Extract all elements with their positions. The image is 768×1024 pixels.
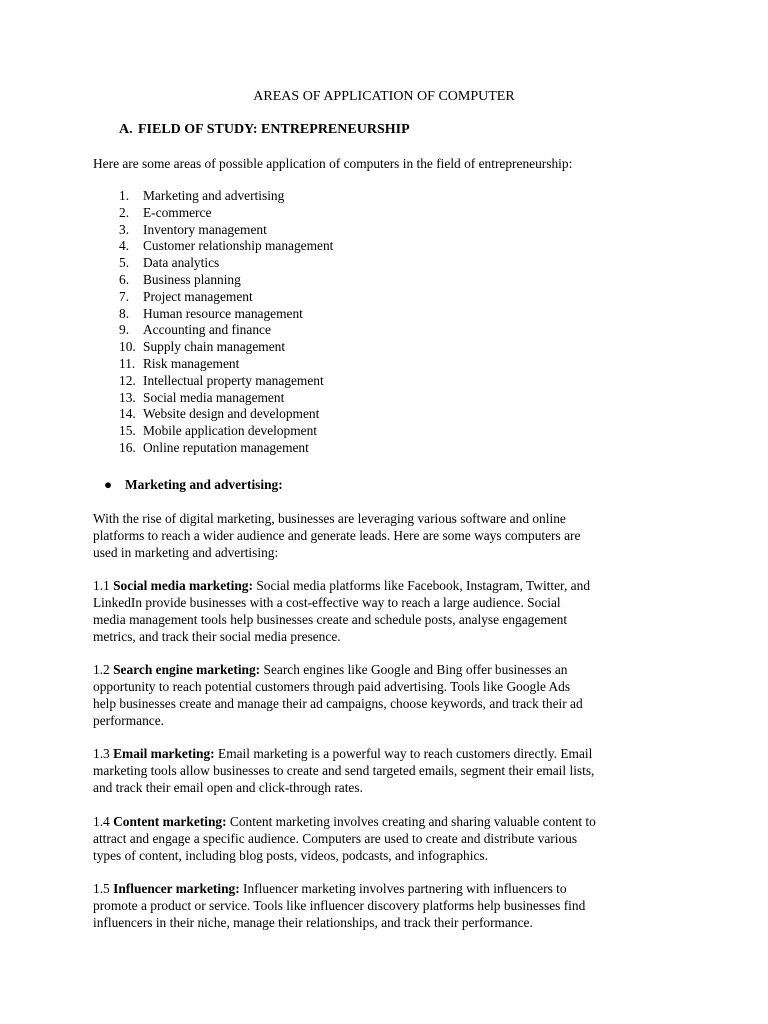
list-item: 6. Business planning	[119, 271, 241, 287]
list-item: 8. Human resource management	[119, 305, 303, 321]
influencer-marketing-paragraph: 1.5 Influencer marketing: Influencer marketing involves partnering with influencers to promote a product or service. Tools like influencer discovery platforms help businesses find influencers in their niche, manage their relationships, and track their performance.	[93, 881, 586, 930]
social-media-marketing-paragraph: 1.1 Social media marketing: Social media platforms like Facebook, Instagram, Twitter, and LinkedIn provide businesses with a cost-effective way to reach a large audience. Social media management tools help businesses create and schedule posts, analyse engagement metrics, and track their social media presence.	[93, 578, 591, 644]
email-marketing-paragraph: 1.3 Email marketing: Email marketing is a powerful way to reach customers directly. Email marketing tools allow businesses to create and send targeted emails, segment their email lists, and track their email open and click-through rates.	[93, 746, 595, 795]
list-item: 16. Online reputation management	[119, 439, 309, 455]
content-marketing-paragraph: 1.4 Content marketing: Content marketing involves creating and sharing valuable content to attract and engage a specific audience. Computers are used to create and distribute various types of content, including blog posts, videos, podcasts, and infographics.	[93, 814, 596, 863]
list-item: 4. Customer relationship management	[119, 238, 334, 254]
bullet-heading-text: Marketing and advertising:	[125, 477, 283, 492]
bullet-icon: ●	[104, 477, 113, 492]
list-item: 15. Mobile application development	[119, 423, 318, 439]
list-item: 14. Website design and development	[119, 406, 320, 422]
section-heading	[119, 121, 410, 138]
list-item: 11. Risk management	[119, 355, 240, 371]
list-item: 3. Inventory management	[119, 221, 267, 237]
list-item: 1. Marketing and advertising	[119, 188, 285, 203]
list-item: 10. Supply chain management	[119, 339, 286, 355]
marketing-intro-paragraph: With the rise of digital marketing, businesses are leveraging various software and online platforms to reach a wider audience and generate leads. Here are some ways computers are used in marketing and advertising:	[93, 511, 581, 560]
section-heading-text: FIELD OF STUDY: ENTREPRENEURSHIP	[138, 122, 410, 137]
list-item: 9. Accounting and finance	[119, 322, 271, 338]
application-areas-list	[119, 188, 333, 457]
section-letter: A.	[119, 122, 133, 137]
list-item: 7. Project management	[119, 288, 253, 304]
marketing-bullet-heading	[104, 476, 283, 493]
intro-paragraph: Here are some areas of possible application of computers in the field of entrepreneurship:	[93, 156, 573, 171]
list-item: 12. Intellectual property management	[119, 372, 324, 388]
list-item: 2. E-commerce	[119, 204, 212, 220]
list-item: 5. Data analytics	[119, 255, 220, 271]
document-title: AREAS OF APPLICATION OF COMPUTER	[253, 89, 515, 104]
search-engine-marketing-paragraph: 1.2 Search engine marketing: Search engines like Google and Bing offer businesses an opportunity to reach potential customers through paid advertising. Tools like Google Ads help businesses create and manage their ad campaigns, choose keywords, and track their ad performance.	[93, 662, 583, 728]
list-item: 13. Social media management	[119, 389, 285, 405]
